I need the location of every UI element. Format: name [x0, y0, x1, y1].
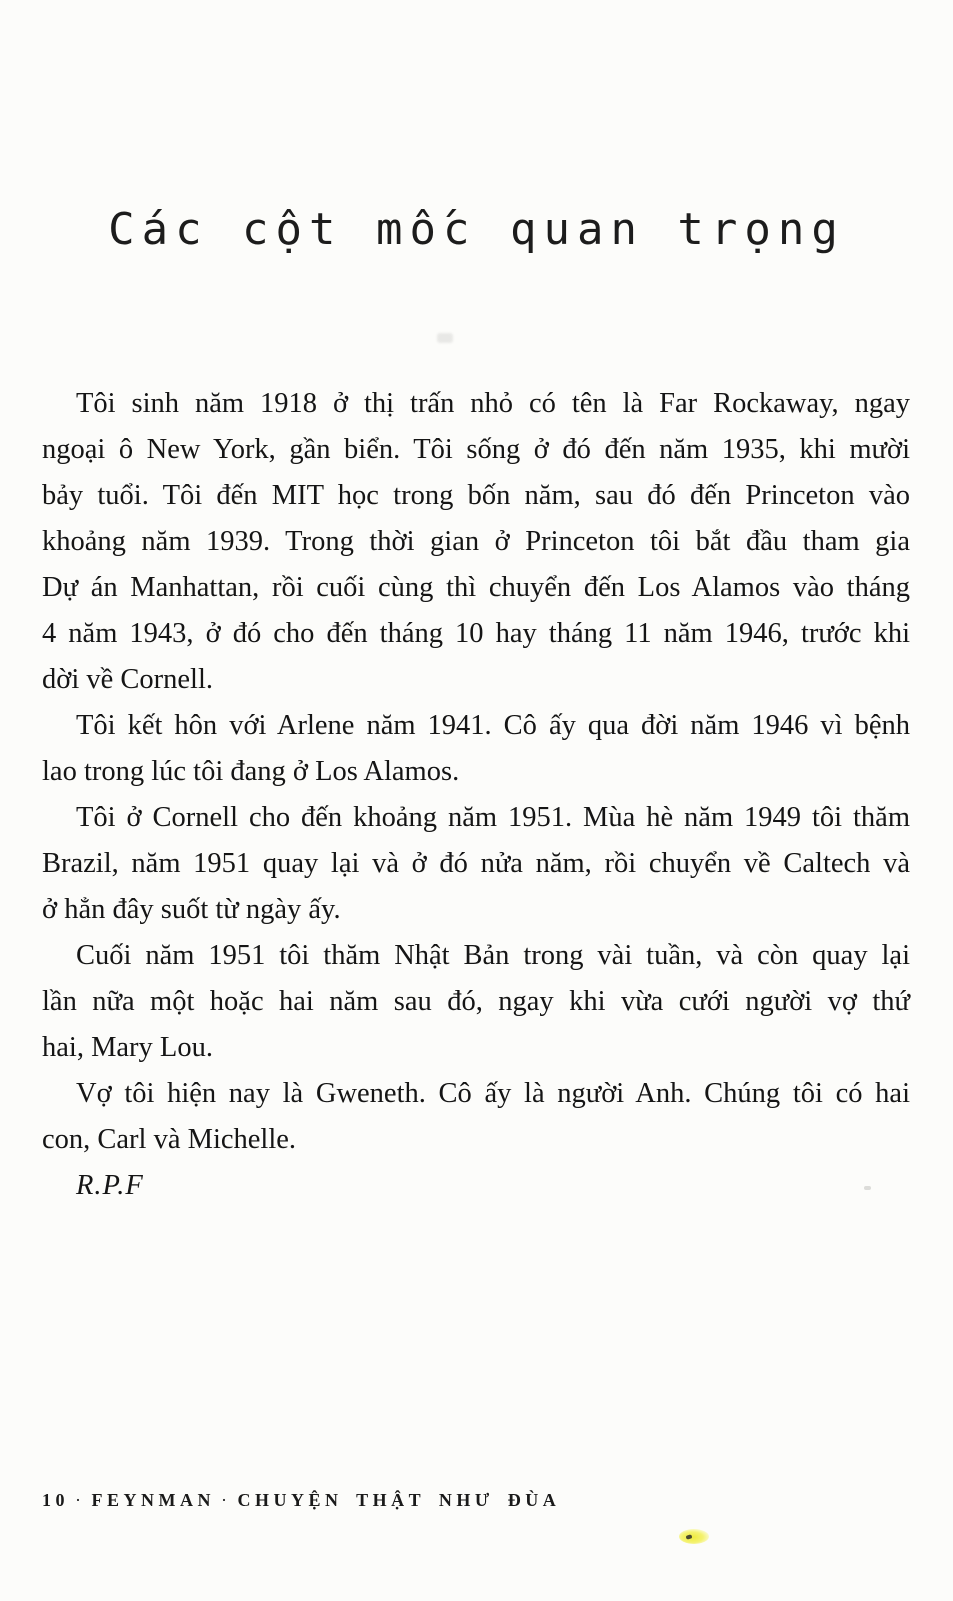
footer-author: FEYNMAN: [91, 1490, 215, 1510]
page-footer: [42, 1490, 560, 1511]
paragraph-line: lần nữa một hoặc hai năm sau đó, ngay khi vừa cưới người vợ thứ: [42, 986, 910, 1017]
paragraph-line: ngoại ô New York, gần biển. Tôi sống ở đó đến năm 1935, khi mười: [42, 434, 910, 465]
paragraph-line: lao trong lúc tôi đang ở Los Alamos.: [42, 756, 460, 787]
paragraph-line: 4 năm 1943, ở đó cho đến tháng 10 hay tháng 11 năm 1946, trước khi: [42, 618, 910, 649]
scan-smudge: [864, 1186, 871, 1190]
paragraph-line: Vợ tôi hiện nay là Gweneth. Cô ấy là người Anh. Chúng tôi có hai: [76, 1078, 910, 1109]
chapter-title: Các cột mốc quan trọng: [108, 204, 845, 255]
paragraph-line: Tôi kết hôn với Arlene năm 1941. Cô ấy qua đời năm 1946 vì bệnh: [76, 710, 910, 741]
ink-speck: [686, 1534, 693, 1539]
paragraph-line: Tôi sinh năm 1918 ở thị trấn nhỏ có tên là Far Rockaway, ngay: [76, 388, 910, 419]
paragraph-line: hai, Mary Lou.: [42, 1032, 213, 1063]
paragraph-line: Cuối năm 1951 tôi thăm Nhật Bản trong vài tuần, và còn quay lại: [76, 940, 910, 971]
page-number: 10: [42, 1490, 69, 1510]
paragraph-line: Brazil, năm 1951 quay lại và ở đó nửa năm, rồi chuyển về Caltech và: [42, 848, 910, 879]
paragraph-line: ở hẳn đây suốt từ ngày ấy.: [42, 894, 341, 925]
paragraph-line: khoảng năm 1939. Trong thời gian ở Princeton tôi bắt đầu tham gia: [42, 526, 910, 557]
paragraph-line: dời về Cornell.: [42, 664, 213, 695]
scan-smudge: [437, 333, 453, 343]
footer-separator: ·: [75, 1490, 86, 1510]
footer-book-title: CHUYỆN THẬT NHƯ ĐÙA: [237, 1490, 561, 1510]
body-text: [42, 381, 910, 1209]
paragraph-line: con, Carl và Michelle.: [42, 1124, 297, 1155]
author-signature: R.P.F: [76, 1170, 144, 1201]
paragraph-line: Tôi ở Cornell cho đến khoảng năm 1951. Mùa hè năm 1949 tôi thăm: [76, 802, 910, 833]
highlighter-smudge: [679, 1529, 709, 1544]
paragraph-line: Dự án Manhattan, rồi cuối cùng thì chuyển đến Los Alamos vào tháng: [42, 572, 910, 603]
footer-separator: ·: [221, 1490, 232, 1510]
paragraph-line: bảy tuổi. Tôi đến MIT học trong bốn năm, sau đó đến Princeton vào: [42, 480, 910, 511]
